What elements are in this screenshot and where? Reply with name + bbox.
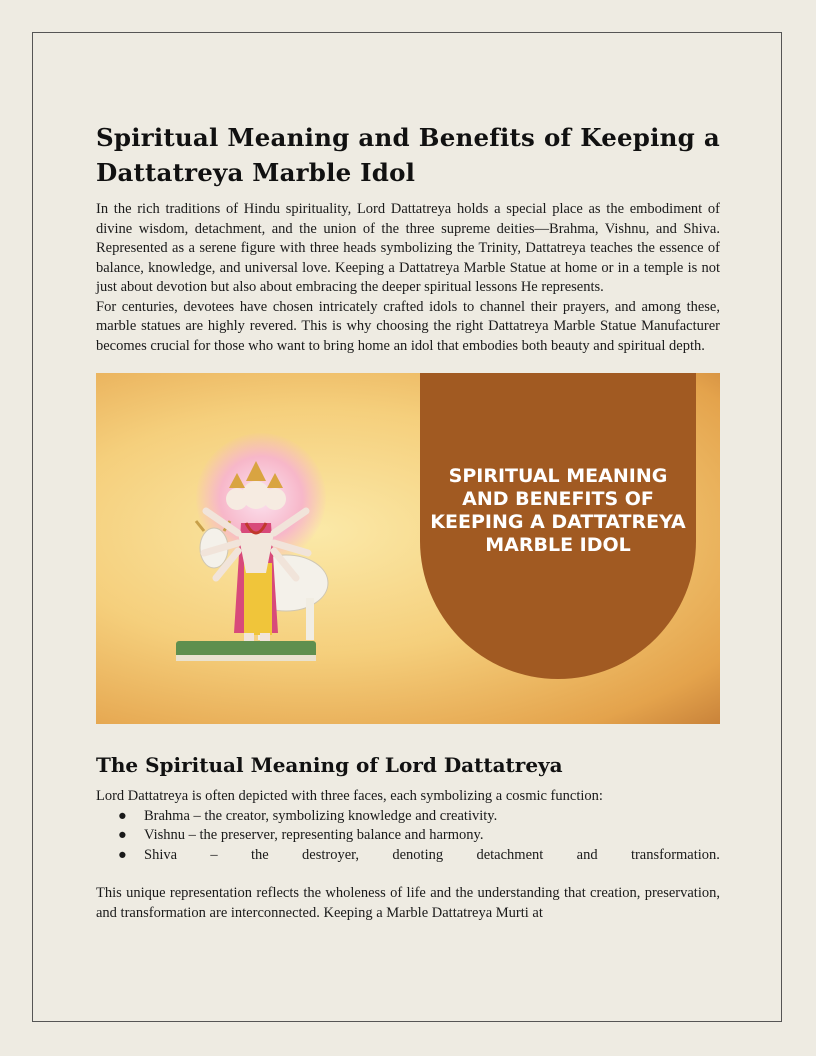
intro-section [96, 200, 720, 356]
list-item [96, 846, 720, 866]
list-item-word: the [250, 846, 269, 863]
bullet-icon: ● [118, 807, 127, 824]
document-body [96, 120, 720, 923]
bullet-icon: ● [118, 827, 127, 843]
deity-list [96, 807, 720, 866]
banner-image [96, 373, 720, 724]
list-item-word: Shiva [144, 846, 178, 863]
list-item-text: Vishnu – the preserver, representing balance and harmony. [144, 827, 484, 843]
section-lead: Lord Dattatreya is often depicted with three faces, each symbolizing a cosmic function: [96, 788, 603, 804]
list-item-word: transformation. [630, 846, 720, 863]
list-item-word: and [576, 846, 598, 863]
list-item-word: denoting [392, 846, 444, 863]
closing-paragraph: This unique representation reflects the wholeness of life and the understanding that creation, preservation, and transformation are interconnected. Keeping a Marble Dattatreya Murti at [96, 885, 720, 921]
bullet-icon: ● [118, 846, 127, 863]
list-item-word: destroyer, [302, 846, 360, 863]
list-item-text [144, 846, 720, 866]
list-item [96, 807, 720, 827]
intro-paragraph-1: In the rich traditions of Hindu spirituality, Lord Dattatreya holds a special place as the embodiment of divine wisdom, detachment, and the union of the three supreme deities—Brahma, Vishnu, and Shiva. Represented as a serene figure with three heads symbolizing the Trinity, Dattatreya teaches the essence of balance, knowledge, and universal love. Keeping a Dattatreya Marble Statue at home or in a temple is not just about devotion but also about embracing the deeper spiritual lessons He represents. [96, 201, 720, 295]
section-heading: The Spiritual Meaning of Lord Dattatreya [96, 753, 563, 777]
list-item-word: detachment [476, 846, 544, 863]
banner-title: SPIRITUAL MEANING AND BENEFITS OF KEEPING A DATTATREYA MARBLE IDOL [430, 465, 686, 556]
intro-paragraph-2: For centuries, devotees have chosen intricately crafted idols to channel their prayers, and among these, marble statues are highly revered. This is why choosing the right Dattatreya Marble Statue Manufacturer becomes crucial for those who want to bring home an idol that embodies both beauty and spiritual depth. [96, 298, 720, 354]
banner-title-badge [420, 373, 696, 679]
page-title: Spiritual Meaning and Benefits of Keeping a Dattatreya Marble Idol [96, 123, 720, 187]
list-item-text: Brahma – the creator, symbolizing knowledge and creativity. [144, 807, 498, 824]
list-item [96, 826, 720, 846]
dattatreya-idol-illustration [166, 433, 366, 673]
list-item-word: – [210, 846, 218, 863]
